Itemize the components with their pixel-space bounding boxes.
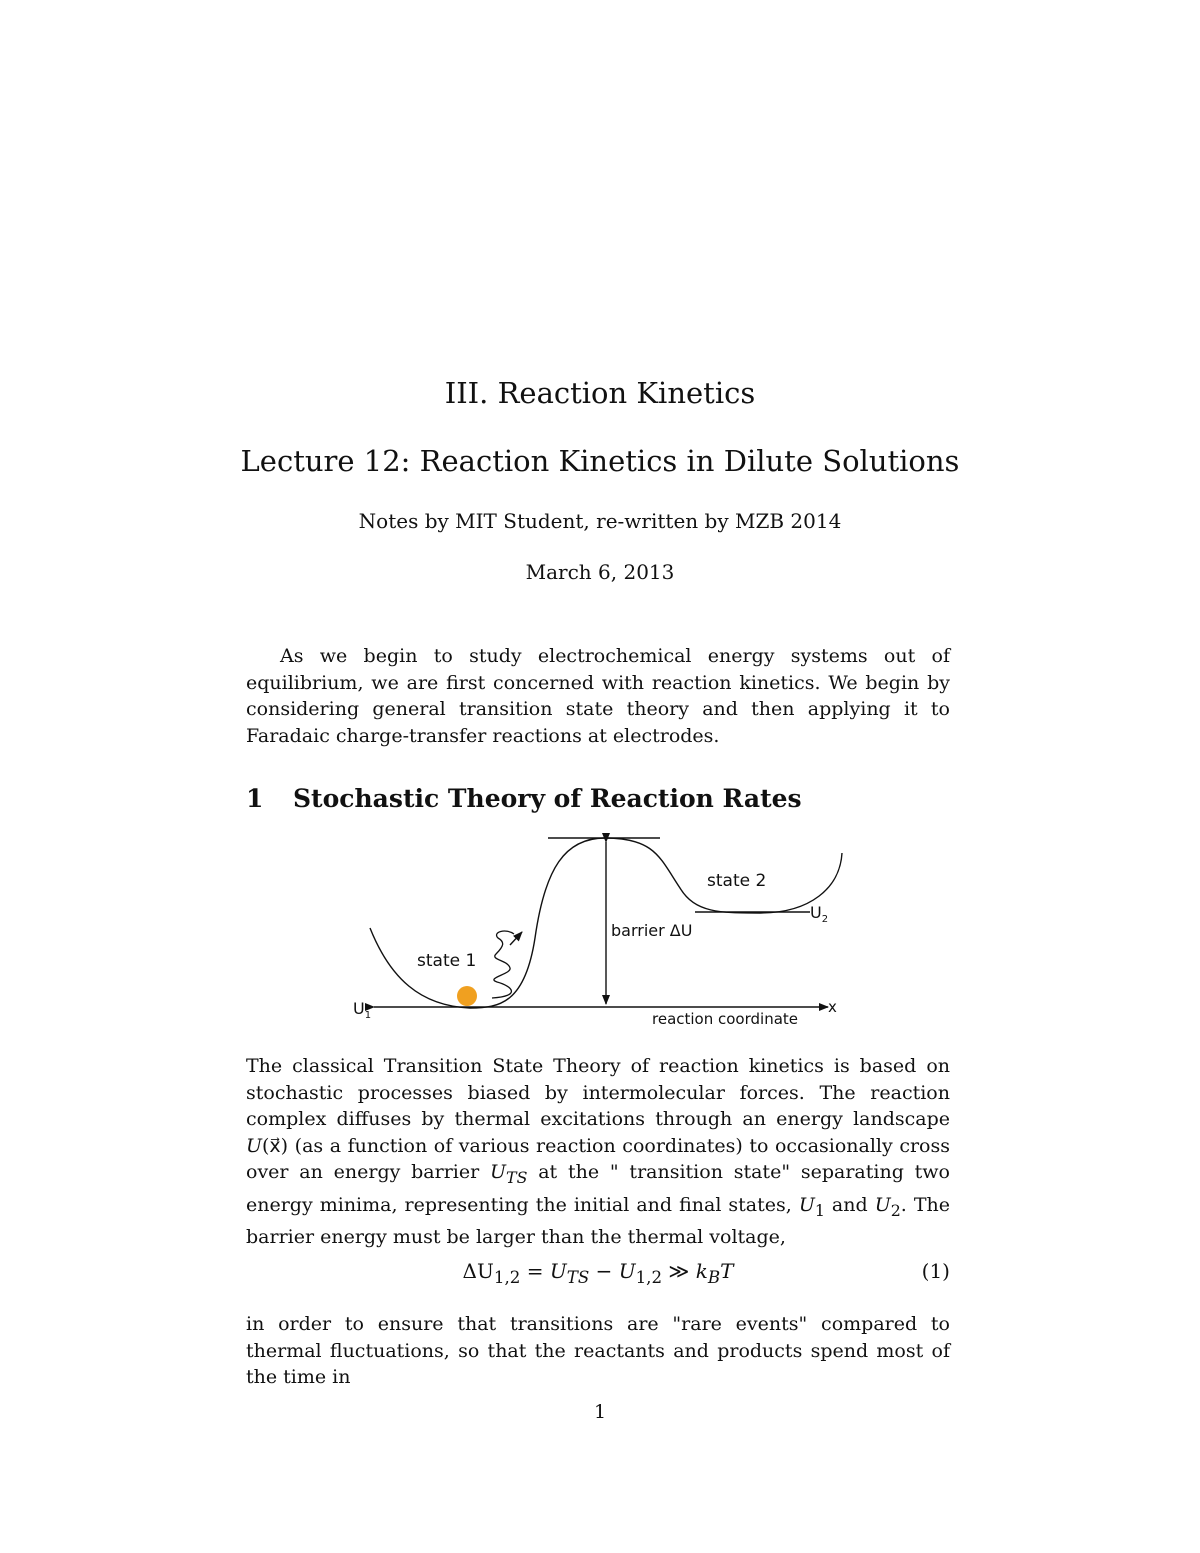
equation-body: $\Delta U_{1,2} = U_{TS} - U_{1,2}$ ≫ $k_BT$ [462,1259,734,1287]
reaction-particle [457,986,477,1006]
date: March 6, 2013 [525,560,675,584]
byline: Notes by MIT Student, re-written by MZB 2014 [358,509,842,533]
body-paragraph-1: The classical Transition State Theory of reaction kinetics is based on stochastic processes biased by intermolecular forces. The reaction complex diffuses by thermal excitations through an energy landscape U(x⃗) (as a function of various reaction coordinates) to occasionally cross over an energy barrier $U_{TS}$ at the " transition state" separating two energy minima, representing the initial and final states, $U_1$ and $U_2$. The barrier energy must be larger than the thermal voltage, [246,1055,950,1249]
abstract-paragraph: As we begin to study electrochemical energy systems out of equilibrium, we are first concerned with reaction kinetics. We begin by considering general transition state theory and then applying it to Faradaic charge-transfer reactions at electrodes. [246,645,950,747]
body-paragraph-2: in order to ensure that transitions are "rare events" compared to thermal fluctuations, so that the reactants and products spend most of the time in [246,1313,950,1389]
section-heading [246,784,802,813]
part-title: III. Reaction Kinetics [444,376,756,410]
squiggle-arrow-tip [510,932,522,945]
label-reaction-coordinate: reaction coordinate [652,1010,799,1028]
energy-landscape-figure [340,828,870,1033]
label-barrier: barrier ΔU [611,921,693,940]
page-number: 1 [593,1401,607,1423]
label-state-2: state 2 [707,871,767,891]
label-state-1: state 1 [417,951,477,971]
thermal-fluctuation-arrow [492,931,514,998]
lecture-title: Lecture 12: Reaction Kinetics in Dilute Solutions [240,444,960,478]
equation-number: (1) [921,1259,950,1283]
label-u2: $U_2$ [810,903,829,925]
label-x: x [828,998,837,1016]
section-number: 1 [246,784,264,813]
equation-1 [246,1259,950,1289]
section-title: Stochastic Theory of Reaction Rates [293,784,802,813]
label-u1: $U_1$ [353,999,372,1021]
